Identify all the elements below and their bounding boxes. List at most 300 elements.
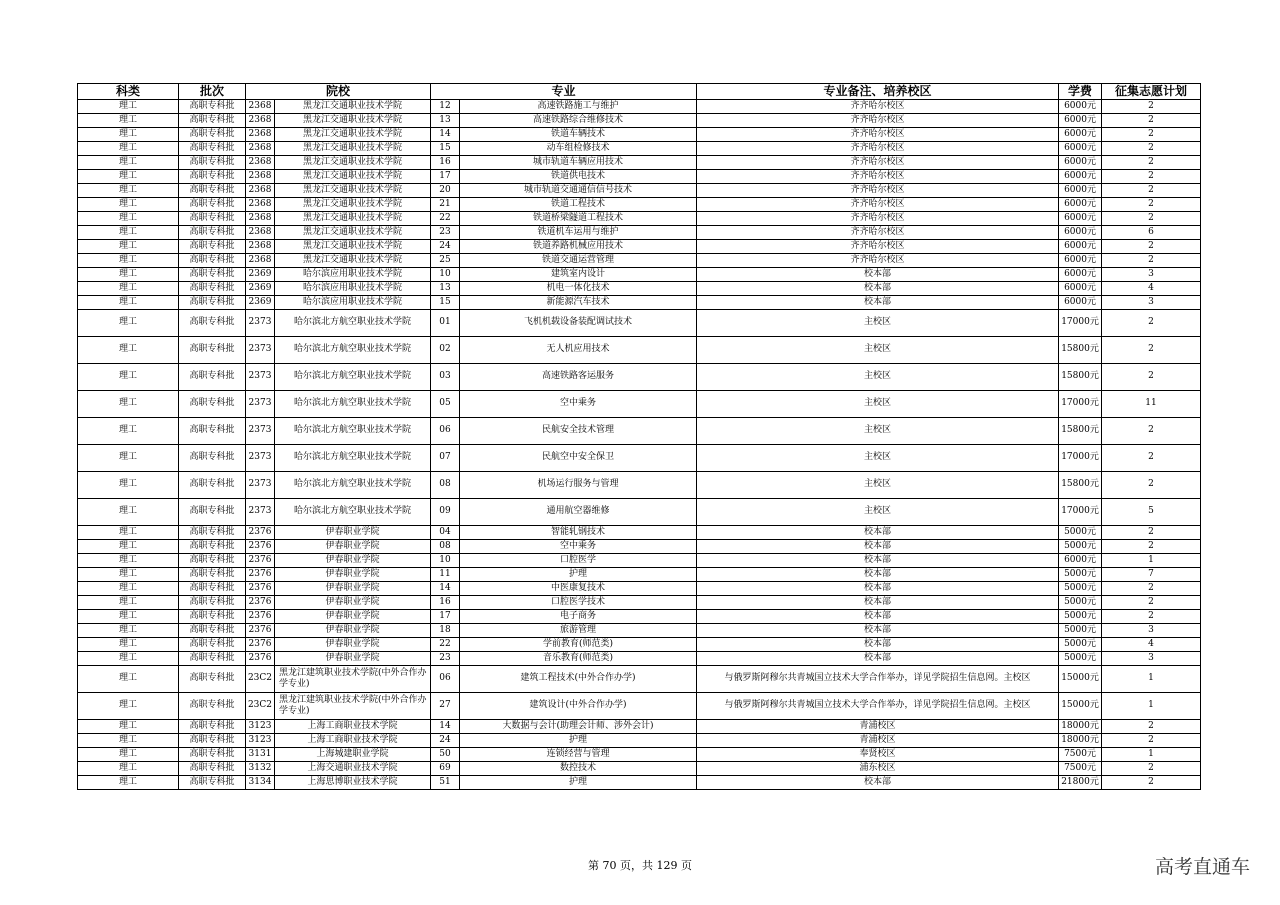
cell-school: 伊春职业学院 <box>275 554 431 568</box>
cell-major-code: 01 <box>431 310 460 337</box>
cell-batch: 高职专科批 <box>179 734 246 748</box>
cell-major: 铁道供电技术 <box>460 170 697 184</box>
cell-fee: 15000元 <box>1059 666 1102 693</box>
cell-note: 浦东校区 <box>697 762 1059 776</box>
cell-major-code: 23 <box>431 652 460 666</box>
table-row <box>78 212 1201 226</box>
cell-fee: 15800元 <box>1059 418 1102 445</box>
cell-fee: 5000元 <box>1059 582 1102 596</box>
cell-school-code: 2376 <box>246 596 275 610</box>
cell-major-code: 69 <box>431 762 460 776</box>
table-row <box>78 652 1201 666</box>
cell-batch: 高职专科批 <box>179 554 246 568</box>
cell-note: 齐齐哈尔校区 <box>697 128 1059 142</box>
cell-note: 主校区 <box>697 310 1059 337</box>
cell-batch: 高职专科批 <box>179 128 246 142</box>
cell-batch: 高职专科批 <box>179 212 246 226</box>
table-row <box>78 540 1201 554</box>
cell-plan: 4 <box>1102 282 1201 296</box>
header-batch: 批次 <box>179 84 246 100</box>
cell-school-code: 2376 <box>246 582 275 596</box>
cell-school: 上海城建职业学院 <box>275 748 431 762</box>
cell-category: 理工 <box>78 310 179 337</box>
cell-major: 电子商务 <box>460 610 697 624</box>
cell-major-code: 21 <box>431 198 460 212</box>
cell-major: 机场运行服务与管理 <box>460 472 697 499</box>
cell-plan: 2 <box>1102 212 1201 226</box>
cell-major-code: 18 <box>431 624 460 638</box>
cell-major: 连锁经营与管理 <box>460 748 697 762</box>
cell-category: 理工 <box>78 568 179 582</box>
cell-major-code: 51 <box>431 776 460 790</box>
cell-note: 主校区 <box>697 337 1059 364</box>
table-body <box>78 100 1201 790</box>
cell-batch: 高职专科批 <box>179 310 246 337</box>
table-row <box>78 472 1201 499</box>
cell-plan: 2 <box>1102 526 1201 540</box>
table-row <box>78 418 1201 445</box>
cell-category: 理工 <box>78 198 179 212</box>
cell-note: 齐齐哈尔校区 <box>697 254 1059 268</box>
cell-school: 伊春职业学院 <box>275 638 431 652</box>
cell-major-code: 03 <box>431 364 460 391</box>
cell-major: 建筑设计(中外合作办学) <box>460 693 697 720</box>
cell-category: 理工 <box>78 268 179 282</box>
cell-school: 黑龙江交通职业技术学院 <box>275 128 431 142</box>
cell-category: 理工 <box>78 128 179 142</box>
cell-school: 伊春职业学院 <box>275 652 431 666</box>
cell-major-code: 23 <box>431 226 460 240</box>
table-row <box>78 596 1201 610</box>
cell-major: 护理 <box>460 776 697 790</box>
cell-major: 机电一体化技术 <box>460 282 697 296</box>
header-plan: 征集志愿计划 <box>1102 84 1201 100</box>
cell-school: 上海交通职业技术学院 <box>275 762 431 776</box>
cell-fee: 6000元 <box>1059 282 1102 296</box>
cell-school-code: 2376 <box>246 568 275 582</box>
cell-major-code: 09 <box>431 499 460 526</box>
table-row <box>78 638 1201 652</box>
header-fee: 学费 <box>1059 84 1102 100</box>
cell-note: 校本部 <box>697 282 1059 296</box>
cell-major: 智能轧钢技术 <box>460 526 697 540</box>
table-row <box>78 142 1201 156</box>
cell-plan: 11 <box>1102 391 1201 418</box>
table-row <box>78 554 1201 568</box>
cell-major: 高速铁路施工与维护 <box>460 100 697 114</box>
cell-note: 校本部 <box>697 540 1059 554</box>
cell-plan: 2 <box>1102 596 1201 610</box>
cell-major: 大数据与会计(助理会计师、涉外会计) <box>460 720 697 734</box>
cell-fee: 6000元 <box>1059 170 1102 184</box>
cell-batch: 高职专科批 <box>179 156 246 170</box>
cell-category: 理工 <box>78 624 179 638</box>
cell-school: 伊春职业学院 <box>275 568 431 582</box>
cell-major-code: 17 <box>431 610 460 624</box>
cell-school-code: 3131 <box>246 748 275 762</box>
cell-fee: 6000元 <box>1059 226 1102 240</box>
cell-note: 齐齐哈尔校区 <box>697 212 1059 226</box>
cell-batch: 高职专科批 <box>179 582 246 596</box>
cell-note: 主校区 <box>697 499 1059 526</box>
cell-batch: 高职专科批 <box>179 652 246 666</box>
cell-school: 伊春职业学院 <box>275 596 431 610</box>
cell-batch: 高职专科批 <box>179 720 246 734</box>
cell-fee: 6000元 <box>1059 184 1102 198</box>
table-row <box>78 100 1201 114</box>
cell-major: 口腔医学技术 <box>460 596 697 610</box>
cell-batch: 高职专科批 <box>179 100 246 114</box>
cell-school-code: 2376 <box>246 624 275 638</box>
cell-plan: 1 <box>1102 554 1201 568</box>
cell-school: 黑龙江交通职业技术学院 <box>275 198 431 212</box>
cell-school-code: 23C2 <box>246 666 275 693</box>
cell-category: 理工 <box>78 337 179 364</box>
page-footer: 第 70 页，共 129 页 <box>588 859 692 872</box>
cell-plan: 2 <box>1102 198 1201 212</box>
cell-fee: 5000元 <box>1059 568 1102 582</box>
header-note: 专业备注、培养校区 <box>697 84 1059 100</box>
cell-batch: 高职专科批 <box>179 624 246 638</box>
cell-school: 哈尔滨应用职业技术学院 <box>275 282 431 296</box>
cell-school-code: 2368 <box>246 240 275 254</box>
cell-batch: 高职专科批 <box>179 499 246 526</box>
cell-batch: 高职专科批 <box>179 142 246 156</box>
cell-fee: 5000元 <box>1059 638 1102 652</box>
cell-note: 齐齐哈尔校区 <box>697 170 1059 184</box>
cell-school-code: 2369 <box>246 282 275 296</box>
table-row <box>78 693 1201 720</box>
cell-note: 青浦校区 <box>697 720 1059 734</box>
cell-batch: 高职专科批 <box>179 391 246 418</box>
cell-plan: 3 <box>1102 268 1201 282</box>
cell-major-code: 13 <box>431 282 460 296</box>
cell-batch: 高职专科批 <box>179 472 246 499</box>
cell-batch: 高职专科批 <box>179 638 246 652</box>
cell-major: 高速铁路综合维修技术 <box>460 114 697 128</box>
cell-category: 理工 <box>78 652 179 666</box>
cell-plan: 2 <box>1102 776 1201 790</box>
cell-major-code: 27 <box>431 693 460 720</box>
cell-category: 理工 <box>78 170 179 184</box>
cell-category: 理工 <box>78 240 179 254</box>
cell-fee: 5000元 <box>1059 540 1102 554</box>
cell-major: 铁道交通运营管理 <box>460 254 697 268</box>
table-row <box>78 734 1201 748</box>
cell-note: 奉贤校区 <box>697 748 1059 762</box>
cell-school: 哈尔滨北方航空职业技术学院 <box>275 310 431 337</box>
cell-fee: 6000元 <box>1059 156 1102 170</box>
cell-category: 理工 <box>78 610 179 624</box>
cell-batch: 高职专科批 <box>179 610 246 624</box>
cell-batch: 高职专科批 <box>179 282 246 296</box>
cell-category: 理工 <box>78 472 179 499</box>
cell-major-code: 02 <box>431 337 460 364</box>
table-row <box>78 720 1201 734</box>
cell-note: 青浦校区 <box>697 734 1059 748</box>
cell-fee: 17000元 <box>1059 310 1102 337</box>
cell-major: 铁道车辆技术 <box>460 128 697 142</box>
cell-school: 黑龙江交通职业技术学院 <box>275 240 431 254</box>
cell-note: 校本部 <box>697 596 1059 610</box>
cell-major-code: 06 <box>431 418 460 445</box>
cell-school-code: 2368 <box>246 170 275 184</box>
cell-batch: 高职专科批 <box>179 114 246 128</box>
cell-category: 理工 <box>78 666 179 693</box>
cell-school: 伊春职业学院 <box>275 624 431 638</box>
cell-school-code: 2369 <box>246 296 275 310</box>
cell-note: 校本部 <box>697 582 1059 596</box>
cell-fee: 18000元 <box>1059 734 1102 748</box>
admission-plan-table <box>77 83 1201 790</box>
cell-fee: 5000元 <box>1059 526 1102 540</box>
cell-school-code: 2368 <box>246 212 275 226</box>
cell-fee: 18000元 <box>1059 720 1102 734</box>
cell-school: 哈尔滨北方航空职业技术学院 <box>275 418 431 445</box>
table-row <box>78 226 1201 240</box>
cell-note: 校本部 <box>697 624 1059 638</box>
cell-category: 理工 <box>78 184 179 198</box>
cell-plan: 4 <box>1102 638 1201 652</box>
cell-note: 齐齐哈尔校区 <box>697 184 1059 198</box>
cell-plan: 6 <box>1102 226 1201 240</box>
cell-major: 飞机机载设备装配调试技术 <box>460 310 697 337</box>
cell-fee: 5000元 <box>1059 652 1102 666</box>
cell-school: 哈尔滨北方航空职业技术学院 <box>275 445 431 472</box>
cell-plan: 2 <box>1102 720 1201 734</box>
cell-school-code: 3123 <box>246 734 275 748</box>
cell-school-code: 23C2 <box>246 693 275 720</box>
cell-fee: 17000元 <box>1059 499 1102 526</box>
cell-major-code: 14 <box>431 582 460 596</box>
cell-major: 建筑工程技术(中外合作办学) <box>460 666 697 693</box>
cell-category: 理工 <box>78 391 179 418</box>
cell-plan: 1 <box>1102 748 1201 762</box>
cell-school: 哈尔滨北方航空职业技术学院 <box>275 364 431 391</box>
cell-plan: 5 <box>1102 499 1201 526</box>
cell-school-code: 2368 <box>246 114 275 128</box>
cell-category: 理工 <box>78 254 179 268</box>
cell-note: 主校区 <box>697 391 1059 418</box>
cell-school-code: 2376 <box>246 652 275 666</box>
cell-plan: 2 <box>1102 610 1201 624</box>
table-row <box>78 610 1201 624</box>
cell-batch: 高职专科批 <box>179 240 246 254</box>
cell-category: 理工 <box>78 540 179 554</box>
cell-school-code: 2368 <box>246 184 275 198</box>
cell-note: 主校区 <box>697 418 1059 445</box>
cell-fee: 6000元 <box>1059 142 1102 156</box>
cell-batch: 高职专科批 <box>179 337 246 364</box>
cell-major-code: 12 <box>431 100 460 114</box>
cell-major: 数控技术 <box>460 762 697 776</box>
cell-school-code: 2368 <box>246 156 275 170</box>
table-row <box>78 582 1201 596</box>
cell-note: 齐齐哈尔校区 <box>697 240 1059 254</box>
table-row <box>78 268 1201 282</box>
cell-category: 理工 <box>78 142 179 156</box>
table-row <box>78 184 1201 198</box>
watermark: 高考直通车 <box>1154 856 1250 878</box>
cell-fee: 7500元 <box>1059 748 1102 762</box>
cell-plan: 2 <box>1102 540 1201 554</box>
cell-fee: 6000元 <box>1059 198 1102 212</box>
table-row <box>78 198 1201 212</box>
table-row <box>78 762 1201 776</box>
cell-major: 铁道桥梁隧道工程技术 <box>460 212 697 226</box>
cell-major: 城市轨道交通通信信号技术 <box>460 184 697 198</box>
cell-school-code: 2376 <box>246 554 275 568</box>
cell-note: 校本部 <box>697 568 1059 582</box>
cell-category: 理工 <box>78 776 179 790</box>
cell-note: 主校区 <box>697 472 1059 499</box>
cell-note: 齐齐哈尔校区 <box>697 114 1059 128</box>
table-row <box>78 156 1201 170</box>
cell-school-code: 2368 <box>246 142 275 156</box>
cell-major-code: 08 <box>431 472 460 499</box>
cell-plan: 2 <box>1102 364 1201 391</box>
cell-major-code: 10 <box>431 268 460 282</box>
cell-category: 理工 <box>78 693 179 720</box>
cell-major-code: 24 <box>431 240 460 254</box>
cell-plan: 2 <box>1102 337 1201 364</box>
cell-category: 理工 <box>78 364 179 391</box>
cell-plan: 1 <box>1102 693 1201 720</box>
header-category: 科类 <box>78 84 179 100</box>
cell-note: 校本部 <box>697 526 1059 540</box>
cell-major: 民航安全技术管理 <box>460 418 697 445</box>
cell-school-code: 2376 <box>246 526 275 540</box>
cell-school: 黑龙江交通职业技术学院 <box>275 170 431 184</box>
cell-school-code: 2373 <box>246 391 275 418</box>
cell-major-code: 14 <box>431 128 460 142</box>
cell-major-code: 22 <box>431 212 460 226</box>
cell-plan: 2 <box>1102 582 1201 596</box>
cell-major: 音乐教育(师范类) <box>460 652 697 666</box>
cell-batch: 高职专科批 <box>179 596 246 610</box>
cell-category: 理工 <box>78 296 179 310</box>
cell-major: 城市轨道车辆应用技术 <box>460 156 697 170</box>
cell-major-code: 15 <box>431 142 460 156</box>
cell-school-code: 2373 <box>246 445 275 472</box>
table-row <box>78 254 1201 268</box>
cell-category: 理工 <box>78 226 179 240</box>
cell-school: 伊春职业学院 <box>275 526 431 540</box>
cell-school: 黑龙江交通职业技术学院 <box>275 142 431 156</box>
cell-batch: 高职专科批 <box>179 568 246 582</box>
table-row <box>78 666 1201 693</box>
cell-school-code: 2368 <box>246 254 275 268</box>
cell-category: 理工 <box>78 526 179 540</box>
table-row <box>78 337 1201 364</box>
cell-batch: 高职专科批 <box>179 540 246 554</box>
cell-batch: 高职专科批 <box>179 666 246 693</box>
cell-major: 民航空中安全保卫 <box>460 445 697 472</box>
cell-category: 理工 <box>78 212 179 226</box>
cell-fee: 5000元 <box>1059 610 1102 624</box>
cell-note: 校本部 <box>697 296 1059 310</box>
cell-fee: 6000元 <box>1059 268 1102 282</box>
cell-school: 哈尔滨北方航空职业技术学院 <box>275 391 431 418</box>
cell-note: 与俄罗斯阿穆尔共青城国立技术大学合作举办，详见学院招生信息网。主校区 <box>697 693 1059 720</box>
table-row <box>78 526 1201 540</box>
cell-major-code: 50 <box>431 748 460 762</box>
cell-school: 黑龙江交通职业技术学院 <box>275 156 431 170</box>
cell-fee: 15800元 <box>1059 472 1102 499</box>
cell-note: 主校区 <box>697 364 1059 391</box>
cell-major-code: 08 <box>431 540 460 554</box>
table-header-row <box>78 84 1201 100</box>
cell-batch: 高职专科批 <box>179 526 246 540</box>
cell-major-code: 24 <box>431 734 460 748</box>
cell-school-code: 2373 <box>246 499 275 526</box>
cell-plan: 3 <box>1102 624 1201 638</box>
cell-school-code: 3123 <box>246 720 275 734</box>
cell-category: 理工 <box>78 418 179 445</box>
cell-major-code: 16 <box>431 596 460 610</box>
cell-category: 理工 <box>78 445 179 472</box>
cell-major-code: 25 <box>431 254 460 268</box>
cell-plan: 2 <box>1102 445 1201 472</box>
cell-note: 校本部 <box>697 652 1059 666</box>
cell-major: 护理 <box>460 734 697 748</box>
cell-school: 黑龙江交通职业技术学院 <box>275 212 431 226</box>
cell-major: 护理 <box>460 568 697 582</box>
cell-school-code: 2376 <box>246 610 275 624</box>
table-row <box>78 568 1201 582</box>
cell-batch: 高职专科批 <box>179 445 246 472</box>
cell-school-code: 2373 <box>246 472 275 499</box>
cell-fee: 15800元 <box>1059 364 1102 391</box>
cell-plan: 7 <box>1102 568 1201 582</box>
cell-plan: 2 <box>1102 418 1201 445</box>
cell-note: 校本部 <box>697 554 1059 568</box>
cell-school-code: 3134 <box>246 776 275 790</box>
cell-major: 空中乘务 <box>460 391 697 418</box>
cell-fee: 21800元 <box>1059 776 1102 790</box>
cell-major-code: 20 <box>431 184 460 198</box>
cell-batch: 高职专科批 <box>179 762 246 776</box>
table-row <box>78 296 1201 310</box>
cell-batch: 高职专科批 <box>179 693 246 720</box>
cell-major: 无人机应用技术 <box>460 337 697 364</box>
cell-major: 通用航空器维修 <box>460 499 697 526</box>
table-row <box>78 114 1201 128</box>
table-row <box>78 170 1201 184</box>
cell-category: 理工 <box>78 114 179 128</box>
header-major: 专业 <box>431 84 697 100</box>
table-row <box>78 445 1201 472</box>
cell-plan: 2 <box>1102 240 1201 254</box>
cell-major: 铁道工程技术 <box>460 198 697 212</box>
cell-fee: 5000元 <box>1059 596 1102 610</box>
cell-fee: 6000元 <box>1059 240 1102 254</box>
cell-school: 哈尔滨北方航空职业技术学院 <box>275 337 431 364</box>
cell-category: 理工 <box>78 596 179 610</box>
cell-major: 旅游管理 <box>460 624 697 638</box>
cell-school-code: 2368 <box>246 198 275 212</box>
cell-major-code: 05 <box>431 391 460 418</box>
cell-major: 中医康复技术 <box>460 582 697 596</box>
cell-major-code: 17 <box>431 170 460 184</box>
cell-note: 校本部 <box>697 776 1059 790</box>
cell-note: 齐齐哈尔校区 <box>697 156 1059 170</box>
table-row <box>78 391 1201 418</box>
cell-major-code: 16 <box>431 156 460 170</box>
cell-batch: 高职专科批 <box>179 226 246 240</box>
cell-plan: 2 <box>1102 310 1201 337</box>
cell-major-code: 15 <box>431 296 460 310</box>
